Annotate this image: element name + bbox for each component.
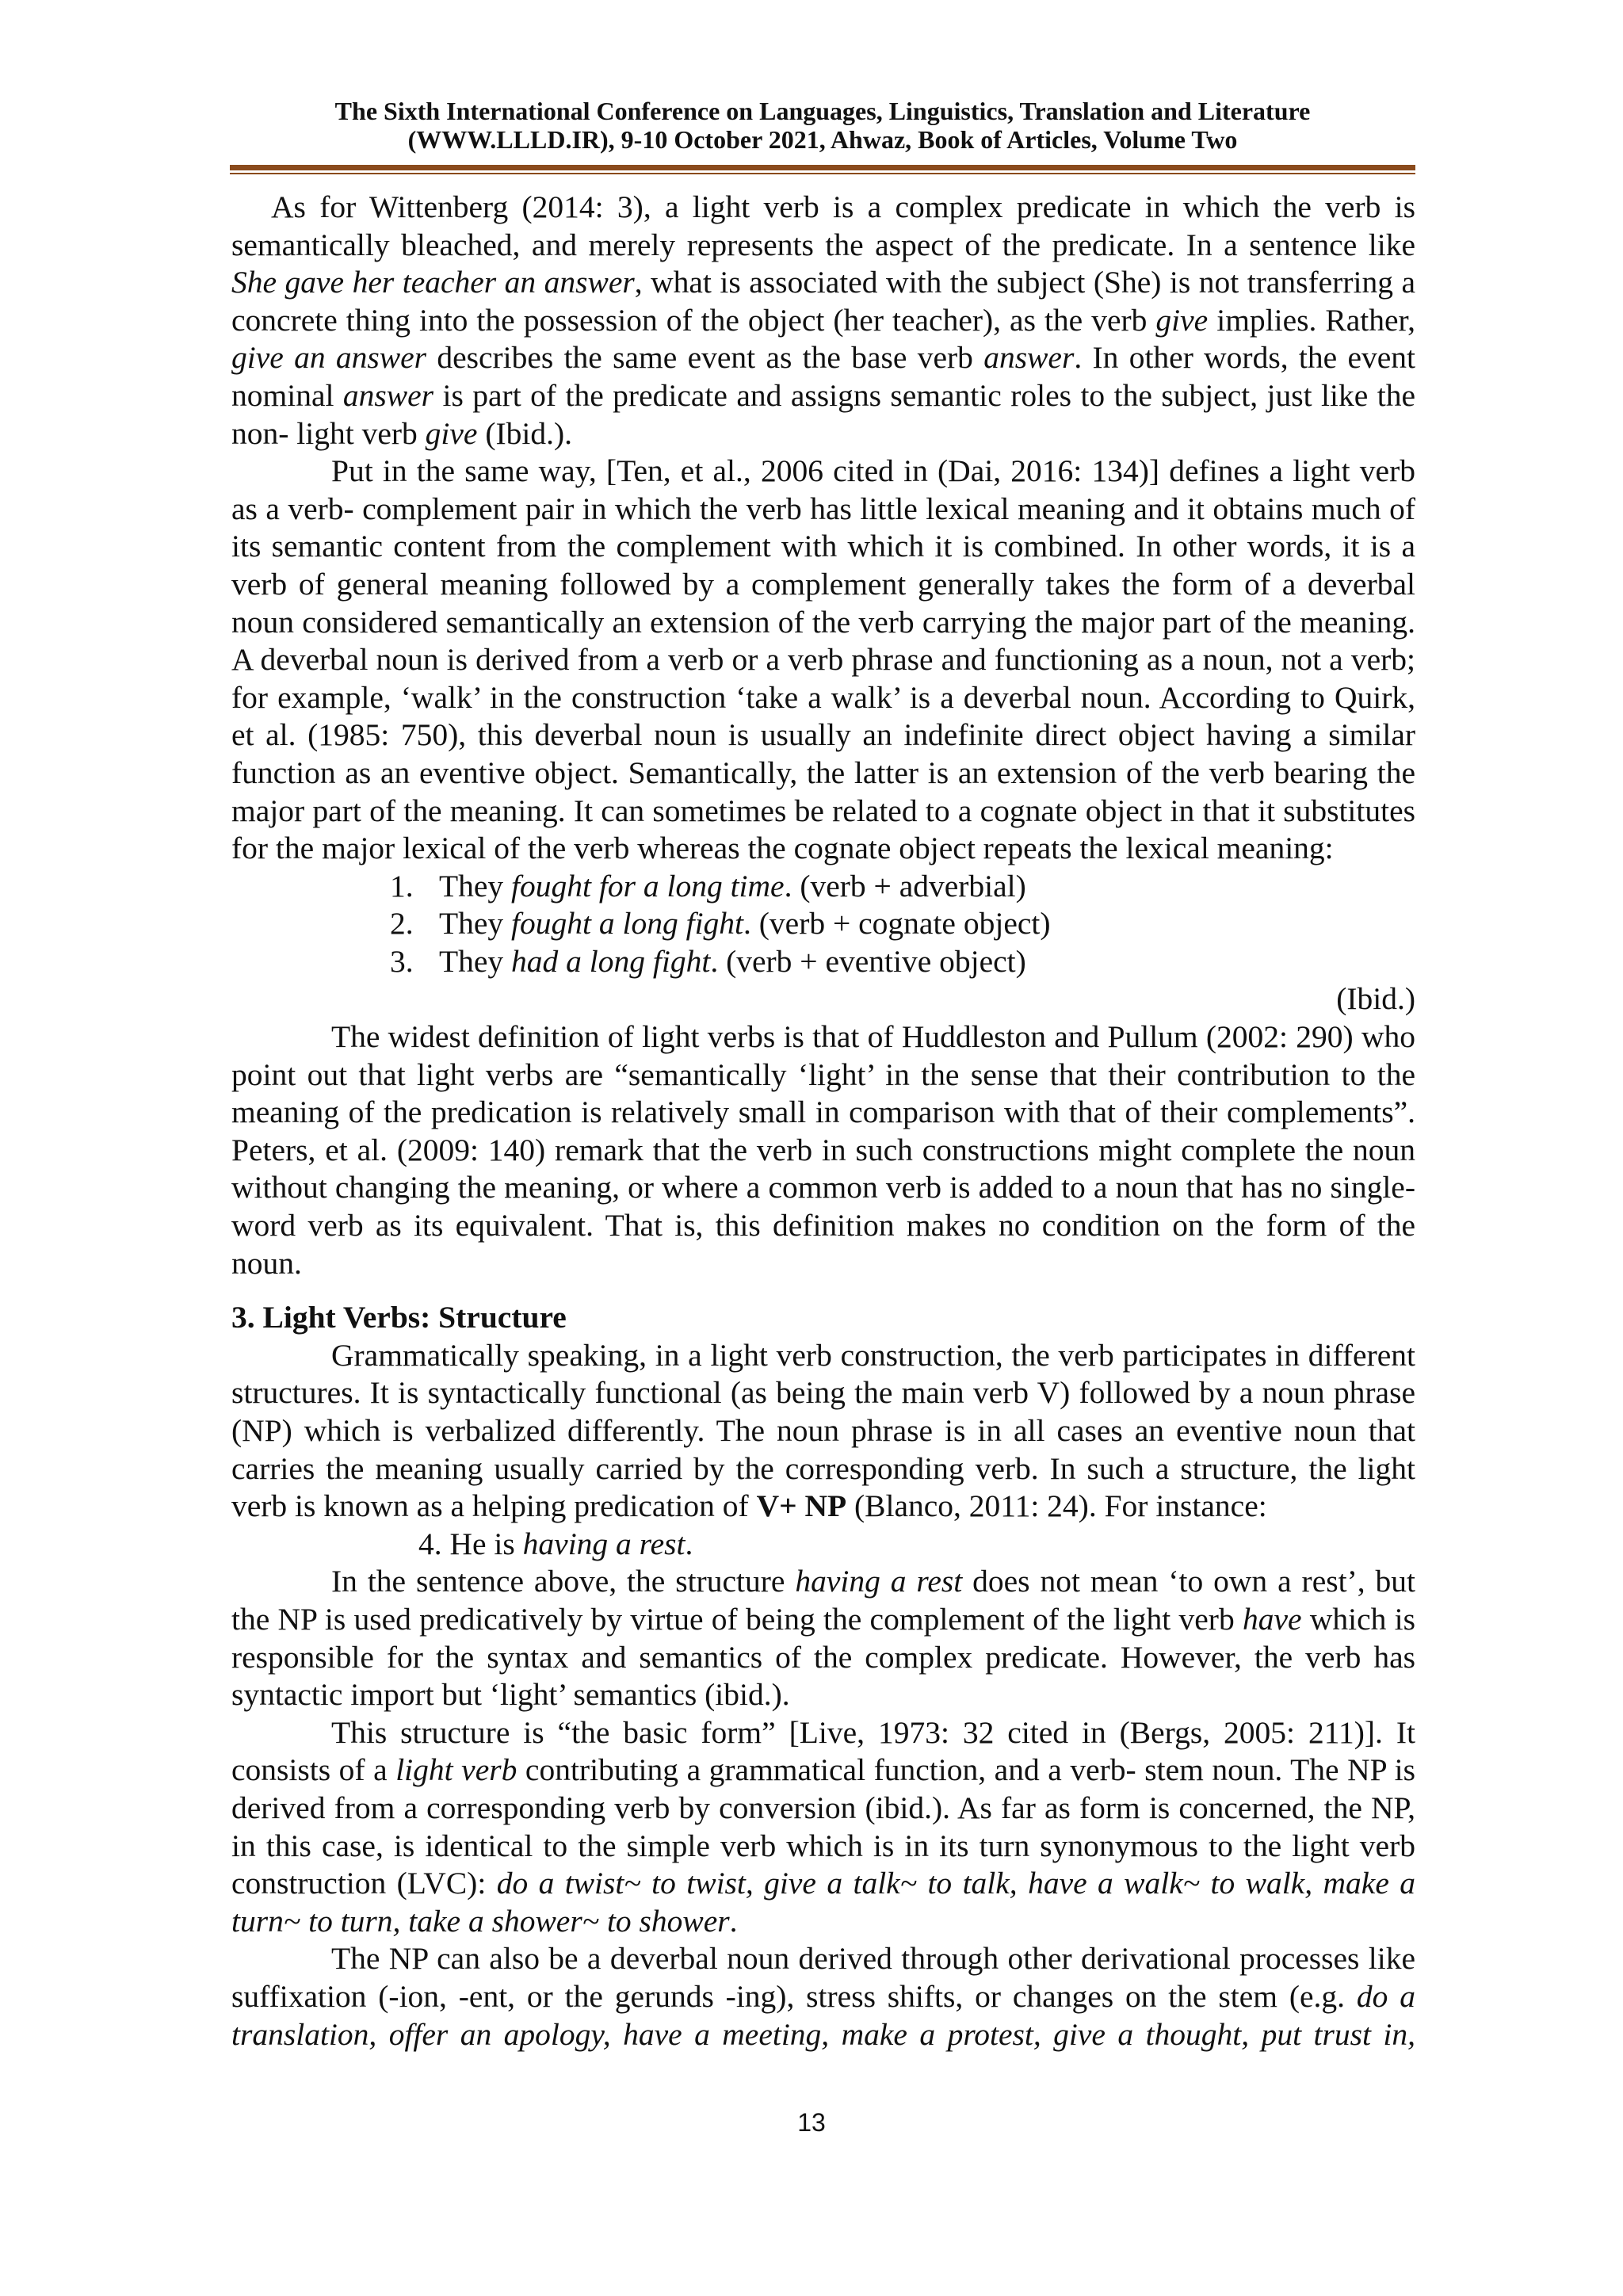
example-4 — [231, 1526, 1415, 1564]
paragraph-basic-form — [231, 1714, 1415, 1941]
header-line-2: (WWW.LLLD.IR), 9-10 October 2021, Ahwaz, Book of Articles, Volume Two — [407, 125, 1238, 154]
text: . — [685, 1526, 693, 1561]
paragraph-deverbal-noun — [231, 1940, 1415, 2053]
italic-text: She gave her teacher an answer — [231, 265, 635, 300]
text: is part of the predicate and assigns semantic roles to the subject, just like the non- light verb — [231, 377, 1415, 451]
list-item — [231, 943, 1415, 981]
paragraph-structure — [231, 1337, 1415, 1526]
italic-text: answer — [342, 377, 434, 413]
header-rule-thick — [230, 165, 1415, 170]
italic-text: fought for a long time — [511, 868, 785, 904]
text: The NP can also be a deverbal noun derived through other derivational processes like suffixation (-ion, -ent, or the gerunds -ing), stress shifts, or changes on the stem (e.g. — [231, 1941, 1415, 2014]
example-list — [231, 868, 1415, 981]
text: This structure is “the basic form” [Live, 1973: 32 cited in (Bergs, 2005: 211)]. It consists of a — [231, 1714, 1415, 1788]
list-number: 3. — [390, 943, 414, 979]
text: 4. He is — [418, 1526, 523, 1561]
page-number: 13 — [797, 2108, 826, 2137]
text: contributing a grammatical function, and a verb- stem noun. The NP is derived from a corresponding verb by conversion (ibid.). As far as form is concerned, the NP, in this case, is identical to the simple verb which is in its turn synonymous to the light verb construction (LVC): — [231, 1752, 1415, 1901]
italic-text: give — [1155, 302, 1209, 338]
paragraph-ten: Put in the same way, [Ten, et al., 2006 cited in (Dai, 2016: 134)] defines a light verb as a verb- complement pair in which the verb has little lexical meaning and it obtains much of its semantic content from the complement with which it is combined. In other words, it is a verb of general meaning followed by a complement generally takes the form of a deverbal noun considered semantically an extension of the verb carrying the major part of the meaning. A deverbal noun is derived from a verb or a verb phrase and functioning as a noun, not a verb; for example, ‘walk’ in the construction ‘take a walk’ is a deverbal noun. According to Quirk, et al. (1985: 750), this deverbal noun is usually an indefinite direct object having a similar function as an eventive object. Semantically, the latter is an extension of the verb bearing the major part of the meaning. It can sometimes be related to a cognate object in that it substitutes for the major lexical of the verb whereas the cognate object repeats the lexical meaning: — [231, 453, 1415, 866]
paragraph-huddleston: The widest definition of light verbs is that of Huddleston and Pullum (2002: 290) who point out that light verbs are “semantically ‘light’ in the sense that their contribution to the meaning of the predication is relatively small in comparison with that of their complements”. Peters, et al. (2009: 140) remark that the verb in such constructions might complete the noun without changing the meaning, or where a common verb is added to a noun that has no single- word verb as its equivalent. That is, this definition makes no condition on the form of the noun. — [231, 1019, 1415, 1281]
paragraph-wittenberg — [231, 189, 1415, 453]
italic-text: give an answer — [231, 340, 427, 376]
list-item — [231, 905, 1415, 943]
running-header — [230, 97, 1415, 154]
text: In the sentence above, the structure — [331, 1564, 796, 1599]
text: (Ibid.). — [477, 415, 572, 451]
text: . In other words, the event nominal — [231, 340, 1415, 413]
article-body — [231, 189, 1415, 2053]
italic-text: fought a long fight — [511, 906, 744, 942]
italic-text: answer — [983, 340, 1075, 376]
section-heading: 3. Light Verbs: Structure — [231, 1300, 567, 1335]
text: They — [439, 906, 512, 942]
text: . (verb + adverbial) — [784, 868, 1026, 904]
text: which is responsible for the syntax and semantics of the complex predicate. However, the verb has syntactic import but ‘light’ semantics (ibid.). — [231, 1601, 1415, 1713]
text: Grammatically speaking, in a light verb construction, the verb participates in different structures. It is syntactically functional (as being the main verb V) followed by a noun phrase (NP) which is verbalized differently. The noun phrase is in all cases an eventive noun that carries the meaning usually carried by the corresponding verb. In such a structure, the light verb is known as a helping predication of — [231, 1337, 1415, 1524]
italic-text: do a translation, offer an apology, have a meeting, make a protest, give a thought, put trust in, — [231, 1978, 1416, 2052]
italic-text: had a long fight — [511, 943, 711, 979]
text: . — [729, 1903, 738, 1939]
text: They — [439, 868, 512, 904]
italic-text: have — [1242, 1601, 1302, 1637]
header-rule-thin — [230, 173, 1415, 174]
text: , what is associated with the subject (She) is not transferring a concrete thing into the possession of the object (her teacher), as the verb — [231, 265, 1415, 338]
list-number: 2. — [390, 906, 414, 942]
text: . (verb + eventive object) — [710, 943, 1026, 979]
italic-text: having a rest — [795, 1564, 963, 1599]
text: does not mean ‘to own a rest’, but the NP is used predicatively by virtue of being the complement of the light verb — [231, 1564, 1415, 1637]
text: implies. Rather, — [1208, 302, 1415, 338]
header-line-1: The Sixth International Conference on Languages, Linguistics, Translation and Literature — [334, 97, 1311, 125]
paragraph-having-rest — [231, 1563, 1415, 1713]
italic-text: give — [425, 415, 478, 451]
list-item — [231, 868, 1415, 906]
italic-text: light verb — [395, 1752, 517, 1788]
italic-text: having a rest — [522, 1526, 685, 1561]
italic-text: do a twist~ to twist, give a talk~ to talk, have a walk~ to walk, make a turn~ to turn, take a shower~ to shower — [231, 1866, 1415, 1939]
text: . (verb + cognate object) — [743, 906, 1051, 942]
list-number: 1. — [390, 868, 414, 904]
citation-ibid: (Ibid.) — [1336, 981, 1415, 1017]
text: They — [439, 943, 512, 979]
text: (Blanco, 2011: 24). For instance: — [846, 1488, 1267, 1524]
text: As for Wittenberg (2014: 3), a light verb is a complex predicate in which the verb is semantically bleached, and merely represents the aspect of the predicate. In a sentence like — [231, 189, 1415, 262]
text: describes the same event as the base verb — [426, 340, 984, 376]
bold-text: V+ NP — [756, 1488, 847, 1524]
